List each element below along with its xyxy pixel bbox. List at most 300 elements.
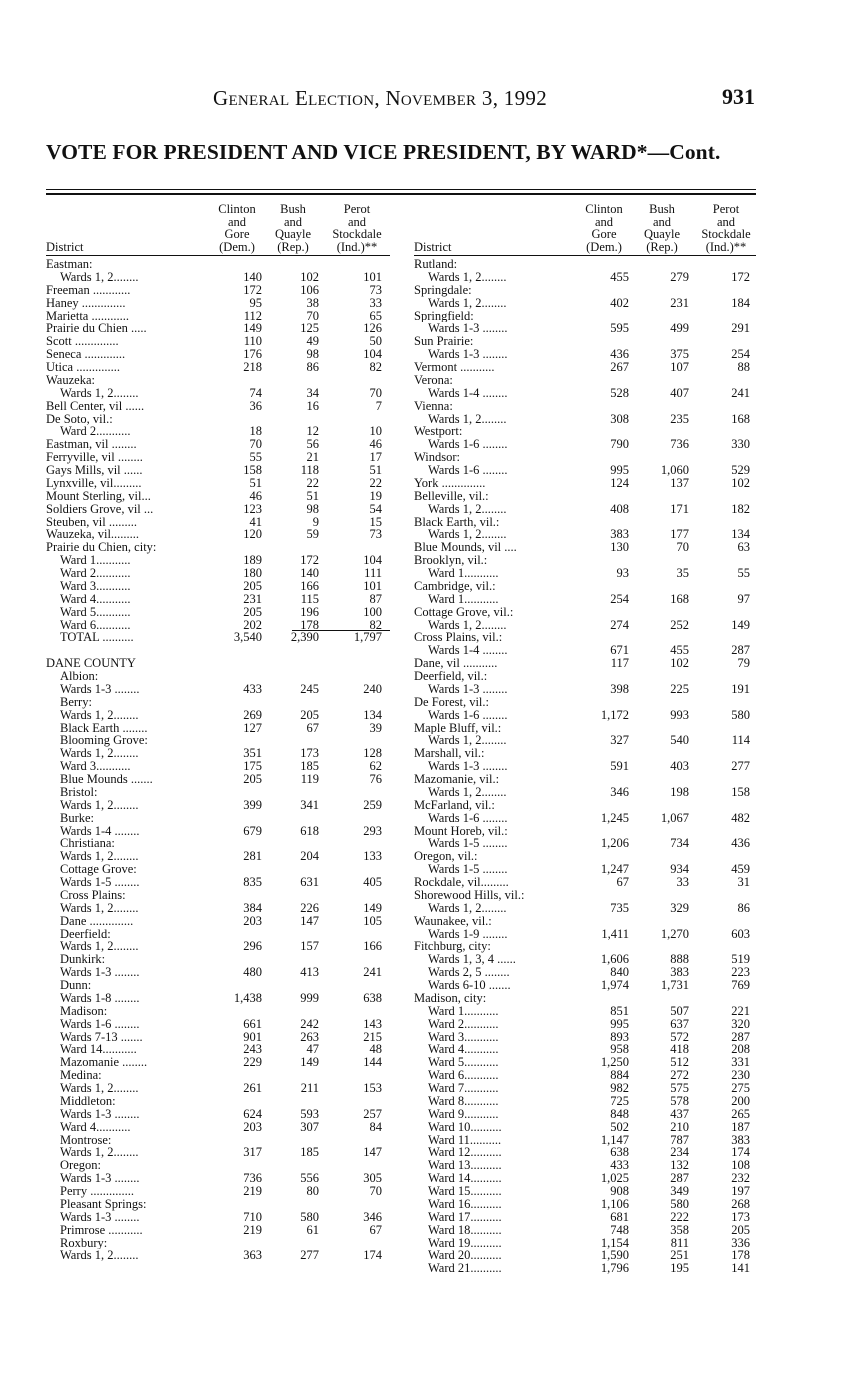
district-name: Ward 10.......... xyxy=(428,1120,502,1134)
bush-votes: 125 xyxy=(300,321,319,336)
bush-votes: 575 xyxy=(670,1081,689,1095)
perot-votes: 241 xyxy=(731,385,750,400)
table-row xyxy=(414,1237,756,1250)
bush-votes: 80 xyxy=(306,1184,319,1198)
district-name: Rockdale, vil......... xyxy=(414,876,509,889)
table-row xyxy=(414,902,756,915)
clinton-votes: 202 xyxy=(243,617,262,632)
bush-votes: 413 xyxy=(300,965,319,980)
clinton-votes: 67 xyxy=(616,875,629,889)
clinton-votes: 127 xyxy=(243,720,262,735)
bush-votes: 307 xyxy=(300,1119,319,1134)
district-name: Wards 1-4 ........ xyxy=(60,824,140,838)
table-row xyxy=(414,438,756,451)
district-name: Black Earth, vil.: xyxy=(414,515,500,529)
table-row xyxy=(414,606,756,619)
perot-votes: 144 xyxy=(363,1055,382,1070)
bush-votes: 177 xyxy=(670,527,689,542)
perot-votes: 17 xyxy=(369,450,382,465)
perot-votes: 39 xyxy=(369,720,382,735)
table-row xyxy=(414,541,756,554)
bush-votes: 204 xyxy=(300,849,319,864)
table-row xyxy=(46,979,390,992)
table-row xyxy=(414,1159,756,1172)
district-name: Maple Bluff, vil.: xyxy=(414,721,502,735)
clinton-votes: 308 xyxy=(610,411,629,426)
district-name: Wards 1-4 ........ xyxy=(428,386,508,400)
table-row xyxy=(414,425,756,438)
bush-votes: 61 xyxy=(306,1222,319,1237)
district-header: District xyxy=(46,239,84,254)
district-name: Wards 1, 2........ xyxy=(428,785,507,799)
bush-votes: 403 xyxy=(670,759,689,774)
bush-votes: 234 xyxy=(670,1145,689,1160)
clinton-votes: 436 xyxy=(610,347,629,362)
clinton-votes: 363 xyxy=(243,1248,262,1263)
district-name: Mazomanie ........ xyxy=(60,1056,148,1070)
district-name: Ward 3........... xyxy=(428,1030,499,1044)
table-row xyxy=(46,464,390,477)
table-row xyxy=(46,310,390,323)
table-row xyxy=(414,670,756,683)
bush-votes: 734 xyxy=(670,836,689,851)
perot-votes: 101 xyxy=(363,269,382,284)
table-row xyxy=(414,1211,756,1224)
table-row xyxy=(414,1249,756,1262)
bush-votes: 107 xyxy=(670,360,689,374)
clinton-votes: 399 xyxy=(243,797,262,812)
table-row xyxy=(46,696,390,709)
clinton-votes: 274 xyxy=(610,617,629,632)
clinton-votes: 908 xyxy=(610,1184,629,1198)
clinton-votes: 296 xyxy=(243,939,262,954)
perot-votes: 105 xyxy=(363,913,382,928)
perot-votes: 126 xyxy=(363,321,382,336)
table-row xyxy=(46,503,390,516)
table-row xyxy=(414,979,756,992)
table-row xyxy=(414,696,756,709)
bush-votes: 67 xyxy=(306,720,319,735)
table-row xyxy=(46,528,390,541)
district-name: Ward 1........... xyxy=(428,567,499,580)
bush-votes: 383 xyxy=(670,965,689,980)
running-head xyxy=(0,86,859,112)
perot-votes: 215 xyxy=(363,1029,382,1044)
bush-votes: 211 xyxy=(300,1081,319,1095)
table-row xyxy=(46,876,390,889)
bush-votes: 49 xyxy=(306,334,319,349)
clinton-votes: 455 xyxy=(610,269,629,284)
district-name: Wards 1-6 ........ xyxy=(428,811,508,825)
clinton-votes: 995 xyxy=(610,1016,629,1031)
bush-votes: 149 xyxy=(300,1055,319,1070)
table-row xyxy=(46,1159,390,1172)
perot-votes: 221 xyxy=(731,1003,750,1018)
table-row xyxy=(414,1146,756,1159)
table-row xyxy=(414,322,756,335)
perot-votes: 101 xyxy=(363,578,382,593)
district-name: Wards 1-9 ........ xyxy=(428,927,508,941)
bush-votes: 811 xyxy=(670,1235,689,1250)
district-name: Marshall, vil.: xyxy=(414,747,485,761)
clinton-votes: 1,247 xyxy=(600,862,629,877)
bush-votes: 222 xyxy=(670,1209,689,1224)
table-row xyxy=(414,1043,756,1056)
district-name: Wards 1, 2........ xyxy=(60,940,139,954)
district-name: Cottage Grove, vil.: xyxy=(414,605,514,619)
table-row xyxy=(46,1198,390,1211)
table-row xyxy=(414,850,756,863)
district-name: Scott .............. xyxy=(46,335,119,349)
perot-votes: 102 xyxy=(731,475,750,490)
perot-votes: 259 xyxy=(363,797,382,812)
perot-votes: 232 xyxy=(731,1171,750,1186)
table-row xyxy=(414,374,756,387)
perot-votes: 205 xyxy=(731,1222,750,1237)
clinton-votes: 790 xyxy=(610,437,629,452)
clinton-votes: 189 xyxy=(243,553,262,568)
table-row xyxy=(46,734,390,747)
perot-votes: 48 xyxy=(369,1042,382,1057)
bush-votes: 38 xyxy=(306,295,319,310)
table-row xyxy=(414,1082,756,1095)
table-row xyxy=(414,799,756,812)
district-name: Wards 1, 2........ xyxy=(60,1146,139,1160)
table-row xyxy=(414,1056,756,1069)
bush-votes: 993 xyxy=(670,707,689,722)
district-name: Ward 14.......... xyxy=(428,1172,502,1185)
clinton-votes: 351 xyxy=(243,746,262,761)
clinton-votes: 710 xyxy=(243,1209,262,1224)
table-row xyxy=(46,1249,390,1262)
district-name: McFarland, vil.: xyxy=(414,798,495,812)
perot-votes: 172 xyxy=(731,269,750,284)
clinton-votes: 736 xyxy=(243,1171,262,1186)
district-name: Primrose ........... xyxy=(60,1223,143,1237)
table-row xyxy=(414,477,756,490)
district-name: Haney .............. xyxy=(46,296,126,310)
clinton-votes: 982 xyxy=(610,1081,629,1095)
table-row xyxy=(46,683,390,696)
district-name: Seneca ............. xyxy=(46,348,126,361)
district-name: Wards 1, 2........ xyxy=(60,270,139,284)
clinton-votes: 1,411 xyxy=(601,926,629,941)
table-row xyxy=(46,709,390,722)
clinton-votes: 748 xyxy=(610,1222,629,1237)
district-name: Ward 1........... xyxy=(428,592,499,606)
table-row xyxy=(46,477,390,490)
bush-votes: 226 xyxy=(300,900,319,915)
district-name: Dunkirk: xyxy=(60,953,106,967)
perot-votes: 15 xyxy=(369,514,382,529)
clinton-votes: 243 xyxy=(243,1042,262,1057)
perot-votes: 293 xyxy=(363,823,382,838)
table-row xyxy=(46,374,390,387)
clinton-votes: 383 xyxy=(610,527,629,542)
clinton-votes: 638 xyxy=(610,1145,629,1160)
district-name: Brooklyn, vil.: xyxy=(414,554,488,567)
table-row xyxy=(414,773,756,786)
table-row xyxy=(414,1172,756,1185)
clinton-votes: 261 xyxy=(243,1081,262,1095)
perot-votes: 241 xyxy=(363,965,382,980)
bush-votes: 33 xyxy=(676,875,689,889)
district-name: Cambridge, vil.: xyxy=(414,579,496,593)
district-name: Ward 17.......... xyxy=(428,1210,502,1224)
clinton-header: Clinton and Gore (Dem.) xyxy=(218,202,256,254)
district-name: Wauzeka, vil......... xyxy=(46,528,140,542)
table-row xyxy=(46,361,390,374)
district-name: Deerfield: xyxy=(60,927,111,941)
table-row xyxy=(46,1224,390,1237)
clinton-votes: 281 xyxy=(243,849,262,864)
table-row xyxy=(414,709,756,722)
bush-votes: 507 xyxy=(670,1003,689,1018)
table-row xyxy=(46,722,390,735)
clinton-votes: 149 xyxy=(243,321,262,336)
perot-votes: 86 xyxy=(737,900,750,915)
bush-votes: 172 xyxy=(300,553,319,568)
district-name: Wards 1-6 ........ xyxy=(428,438,508,452)
table-row xyxy=(414,1031,756,1044)
table-row xyxy=(46,1069,390,1082)
perot-votes: 383 xyxy=(731,1132,750,1147)
district-name: DANE COUNTY xyxy=(46,657,136,670)
perot-votes: 158 xyxy=(731,784,750,799)
district-name: De Soto, vil.: xyxy=(46,412,113,426)
district-name: Wards 1-3 ........ xyxy=(428,322,508,336)
clinton-votes: 1,974 xyxy=(600,978,629,992)
table-row xyxy=(414,258,756,271)
district-name: Ward 13.......... xyxy=(428,1159,502,1173)
district-name: Oregon: xyxy=(60,1159,101,1173)
table-row xyxy=(414,760,756,773)
table-row xyxy=(46,760,390,773)
clinton-votes: 180 xyxy=(243,566,262,580)
district-name: Wards 7-13 ....... xyxy=(60,1030,143,1044)
table-row xyxy=(414,657,756,670)
table-row xyxy=(46,516,390,529)
bush-votes: 198 xyxy=(670,784,689,799)
district-name: Eastman, vil ........ xyxy=(46,438,137,452)
district-name: Eastman: xyxy=(46,258,93,271)
top-rule xyxy=(46,189,756,190)
bush-votes: 999 xyxy=(300,990,319,1005)
bush-votes: 375 xyxy=(670,347,689,362)
perot-votes: 104 xyxy=(363,347,382,362)
district-name: Black Earth ........ xyxy=(60,721,148,735)
district-name: Wards 1-3 ........ xyxy=(428,348,508,361)
clinton-votes: 502 xyxy=(610,1119,629,1134)
running-title: General Election, November 3, 1992 xyxy=(212,86,547,110)
district-name: Burke: xyxy=(60,811,95,825)
table-row xyxy=(414,284,756,297)
district-name: Lynxville, vil......... xyxy=(46,476,142,490)
bush-votes: 195 xyxy=(670,1261,689,1276)
clinton-votes: 130 xyxy=(610,540,629,555)
district-name: Wards 1, 2........ xyxy=(60,747,139,761)
table-row xyxy=(414,889,756,902)
district-name: Ward 2........... xyxy=(60,567,131,580)
district-name: Ward 18.......... xyxy=(428,1223,502,1237)
clinton-votes: 229 xyxy=(243,1055,262,1070)
perot-votes: 19 xyxy=(369,488,382,503)
clinton-votes: 995 xyxy=(610,463,629,477)
table-row xyxy=(46,1108,390,1121)
perot-votes: 100 xyxy=(363,604,382,619)
district-name: Vienna: xyxy=(414,399,453,413)
bush-votes: 1,731 xyxy=(660,978,689,992)
table-row xyxy=(414,619,756,632)
table-row xyxy=(414,722,756,735)
clinton-votes: 93 xyxy=(616,566,629,580)
clinton-votes: 203 xyxy=(243,1119,262,1134)
clinton-votes: 74 xyxy=(249,385,262,400)
district-name: Ward 8........... xyxy=(428,1094,499,1108)
district-name: Freeman ............ xyxy=(46,283,131,297)
bush-votes: 618 xyxy=(300,823,319,838)
bush-votes: 263 xyxy=(300,1029,319,1044)
perot-votes: 268 xyxy=(731,1196,750,1211)
district-name: Ward 7........... xyxy=(428,1082,499,1095)
district-name: Cottage Grove: xyxy=(60,863,137,876)
clinton-votes: 1,147 xyxy=(600,1132,629,1147)
table-row xyxy=(414,335,756,348)
district-name: Ward 2........... xyxy=(60,425,131,439)
perot-votes: 208 xyxy=(731,1042,750,1057)
clinton-votes: 1,245 xyxy=(600,810,629,825)
bush-votes: 1,067 xyxy=(660,810,689,825)
perot-votes: 134 xyxy=(731,527,750,542)
clinton-votes: 267 xyxy=(610,360,629,374)
clinton-votes: 402 xyxy=(610,295,629,310)
perot-votes: 529 xyxy=(731,463,750,477)
table-row xyxy=(414,1069,756,1082)
district-name: Utica .............. xyxy=(46,361,120,374)
bush-votes: 1,060 xyxy=(660,463,689,477)
table-row xyxy=(46,1095,390,1108)
clinton-votes: 205 xyxy=(243,578,262,593)
district-name: Blue Mounds, vil .... xyxy=(414,541,517,555)
perot-votes: 240 xyxy=(363,681,382,696)
table-row xyxy=(414,554,756,567)
table-title: VOTE FOR PRESIDENT AND VICE PRESIDENT, BY WARD*—Cont. xyxy=(46,140,721,164)
bush-votes: 341 xyxy=(300,797,319,812)
district-name: Madison, city: xyxy=(414,991,487,1005)
clinton-votes: 1,172 xyxy=(600,707,629,722)
district-name: Wards 1-3 ........ xyxy=(428,682,508,696)
district-name: York .............. xyxy=(414,476,486,490)
perot-votes: 62 xyxy=(369,759,382,774)
clinton-votes: 3,540 xyxy=(233,630,262,645)
perot-votes: 230 xyxy=(731,1068,750,1083)
bush-votes: 16 xyxy=(306,398,319,413)
perot-votes: 97 xyxy=(737,591,750,606)
district-name: Ward 3........... xyxy=(60,760,131,773)
district-name: Wards 1-6 ........ xyxy=(60,1017,140,1031)
perot-votes: 79 xyxy=(737,656,750,671)
district-name: Wards 1-3 ........ xyxy=(60,1172,140,1185)
clinton-votes: 1,250 xyxy=(600,1055,629,1070)
bush-votes: 888 xyxy=(670,952,689,967)
bush-votes: 168 xyxy=(670,591,689,606)
bush-votes: 35 xyxy=(676,566,689,580)
table-row xyxy=(414,310,756,323)
table-row xyxy=(46,387,390,400)
bush-votes: 418 xyxy=(670,1042,689,1057)
district-name: Wards 1, 2........ xyxy=(428,901,507,915)
perot-votes: 10 xyxy=(369,424,382,439)
table-row xyxy=(414,837,756,850)
perot-votes: 173 xyxy=(731,1209,750,1224)
clinton-votes: 595 xyxy=(610,321,629,336)
perot-votes: 65 xyxy=(369,308,382,323)
table-row xyxy=(46,490,390,503)
perot-votes: 191 xyxy=(731,681,750,696)
perot-votes: 149 xyxy=(363,900,382,915)
bush-header: Bush and Quayle (Rep.) xyxy=(274,202,312,254)
clinton-votes: 55 xyxy=(249,450,262,465)
district-name: Ward 1........... xyxy=(60,554,131,567)
district-name: Wards 1-3 ........ xyxy=(60,966,140,979)
table-row xyxy=(46,271,390,284)
perot-votes: 184 xyxy=(731,295,750,310)
clinton-votes: 884 xyxy=(610,1068,629,1083)
bush-votes: 118 xyxy=(300,463,319,477)
perot-votes: 200 xyxy=(731,1093,750,1108)
table-row xyxy=(46,284,390,297)
clinton-votes: 851 xyxy=(610,1003,629,1018)
clinton-votes: 840 xyxy=(610,965,629,980)
district-name: Ward 6........... xyxy=(60,618,131,632)
perot-votes: 346 xyxy=(363,1209,382,1224)
district-name: Wards 1-5 ........ xyxy=(60,876,140,889)
district-name: Wards 1-6 ........ xyxy=(428,464,508,477)
district-name: Middleton: xyxy=(60,1094,116,1108)
perot-votes: 22 xyxy=(369,475,382,490)
clinton-votes: 18 xyxy=(249,424,262,439)
table-row xyxy=(414,271,756,284)
bush-votes: 47 xyxy=(306,1042,319,1057)
table-row xyxy=(414,464,756,477)
table-row xyxy=(46,825,390,838)
table-row xyxy=(46,1005,390,1018)
right-table-body xyxy=(414,258,756,1275)
district-name: Ward 3........... xyxy=(60,579,131,593)
bush-votes: 572 xyxy=(670,1029,689,1044)
district-name: Ferryville, vil ........ xyxy=(46,451,143,464)
clinton-votes: 124 xyxy=(610,475,629,490)
perot-votes: 287 xyxy=(731,1029,750,1044)
district-name: Roxbury: xyxy=(60,1236,108,1250)
clinton-votes: 528 xyxy=(610,385,629,400)
district-name: Cross Plains: xyxy=(60,888,126,902)
table-row xyxy=(414,1198,756,1211)
bush-votes: 407 xyxy=(670,385,689,400)
table-row xyxy=(414,580,756,593)
table-row xyxy=(414,1185,756,1198)
district-name: Wards 1, 2........ xyxy=(428,296,507,310)
clinton-votes: 219 xyxy=(243,1222,262,1237)
district-name: Ward 9........... xyxy=(428,1107,499,1121)
table-row xyxy=(414,451,756,464)
bush-votes: 166 xyxy=(300,578,319,593)
perot-votes: 128 xyxy=(363,746,382,761)
page-number: 931 xyxy=(722,84,755,109)
clinton-votes: 172 xyxy=(243,282,262,297)
perot-votes: 141 xyxy=(731,1261,750,1276)
table-row xyxy=(414,953,756,966)
